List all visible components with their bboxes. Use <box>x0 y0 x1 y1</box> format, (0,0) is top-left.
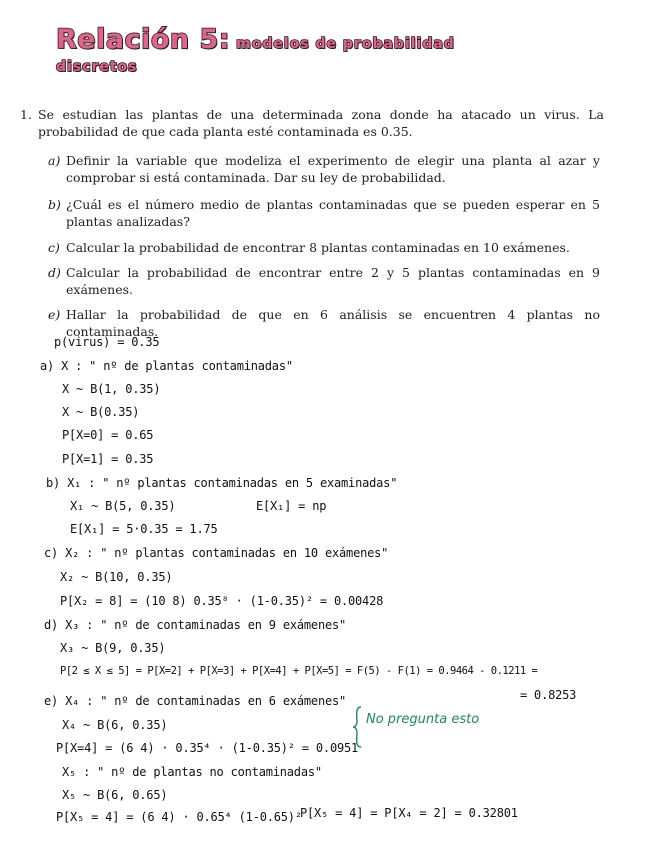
hw-line: P[X=1] = 0.35 <box>62 452 154 466</box>
item-b-text: ¿Cuál es el número medio de plantas contaminadas que se pueden esperar en 5 plantas analizadas? <box>66 197 600 229</box>
hw-line: P[X=0] = 0.65 <box>62 428 154 442</box>
hw-line: p(virus) = 0.35 <box>54 335 160 349</box>
problem-statement: Se estudian las plantas de una determinada zona donde ha atacado un virus. La probabilidad de que cada planta esté contaminada es 0.35. <box>38 107 604 139</box>
margin-note: No pregunta esto <box>366 712 480 727</box>
hw-line: d) X₃ : " nº de contaminadas en 9 exámenes" <box>44 618 347 632</box>
hw-line: P[X₅ = 4] = P[X₄ = 2] = 0.32801 <box>300 806 518 820</box>
item-a-label: a) <box>48 153 61 168</box>
item-d-text: Calcular la probabilidad de encontrar entre 2 y 5 plantas contaminadas en 9 exámenes. <box>66 265 600 297</box>
hw-line: P[X₂ = 8] = (10 8) 0.35⁸ · (1-0.35)² = 0.00428 <box>60 594 384 608</box>
title-main: Relación 5: <box>56 24 231 55</box>
hw-line: a) X : " nº de plantas contaminadas" <box>40 359 293 373</box>
item-e-text: Hallar la probabilidad de que en 6 análisis se encuentren 4 plantas no contaminadas. <box>66 307 600 339</box>
hw-line: X ~ B(0.35) <box>62 405 140 419</box>
item-c-label: c) <box>48 240 60 255</box>
hw-line: X₅ : " nº de plantas no contaminadas" <box>62 765 322 779</box>
title-subtitle-line2: discretos <box>56 59 138 75</box>
hw-line: X ~ B(1, 0.35) <box>62 382 161 396</box>
hw-line: X₁ ~ B(5, 0.35) <box>70 499 176 513</box>
title-subtitle: modelos de probabilidad <box>236 36 455 52</box>
hw-line: P[X₅ = 4] = (6 4) · 0.65⁴ (1-0.65)² <box>56 810 302 824</box>
item-a-text: Definir la variable que modeliza el experimento de elegir una planta al azar y comprobar si está contaminada. Dar su ley de probabilidad. <box>66 153 600 185</box>
hw-line: e) X₄ : " nº de contaminadas en 6 exámenes" <box>44 694 347 708</box>
item-d-label: d) <box>48 265 61 280</box>
hw-line: X₄ ~ B(6, 0.35) <box>62 718 168 732</box>
item-d <box>48 264 600 298</box>
hw-line: b) X₁ : " nº plantas contaminadas en 5 examinadas" <box>46 476 398 490</box>
hw-line: E[X₁] = 5·0.35 = 1.75 <box>70 522 218 536</box>
hw-line: P[2 ≤ X ≤ 5] = P[X=2] + P[X=3] + P[X=4] + P[X=5] = F(5) - F(1) = 0.9464 - 0.1211 = <box>60 665 538 677</box>
item-c-text: Calcular la probabilidad de encontrar 8 plantas contaminadas en 10 exámenes. <box>66 240 570 255</box>
hw-line: X₂ ~ B(10, 0.35) <box>60 570 173 584</box>
item-c <box>48 239 600 256</box>
page-title <box>56 24 636 75</box>
hw-line: X₅ ~ B(6, 0.65) <box>62 788 168 802</box>
hw-line: E[X₁] = np <box>256 499 327 513</box>
hw-line: P[X=4] = (6 4) · 0.35⁴ · (1-0.35)² = 0.0951 <box>56 741 359 755</box>
hw-line: c) X₂ : " nº plantas contaminadas en 10 exámenes" <box>44 546 389 560</box>
hw-line: X₃ ~ B(9, 0.35) <box>60 641 166 655</box>
brace-icon <box>352 706 362 748</box>
item-b-label: b) <box>48 197 61 212</box>
item-a <box>48 152 600 186</box>
item-e-label: e) <box>48 307 61 322</box>
hw-line: = 0.8253 <box>520 688 577 702</box>
problem-number: 1. <box>20 107 32 122</box>
item-b <box>48 196 600 230</box>
